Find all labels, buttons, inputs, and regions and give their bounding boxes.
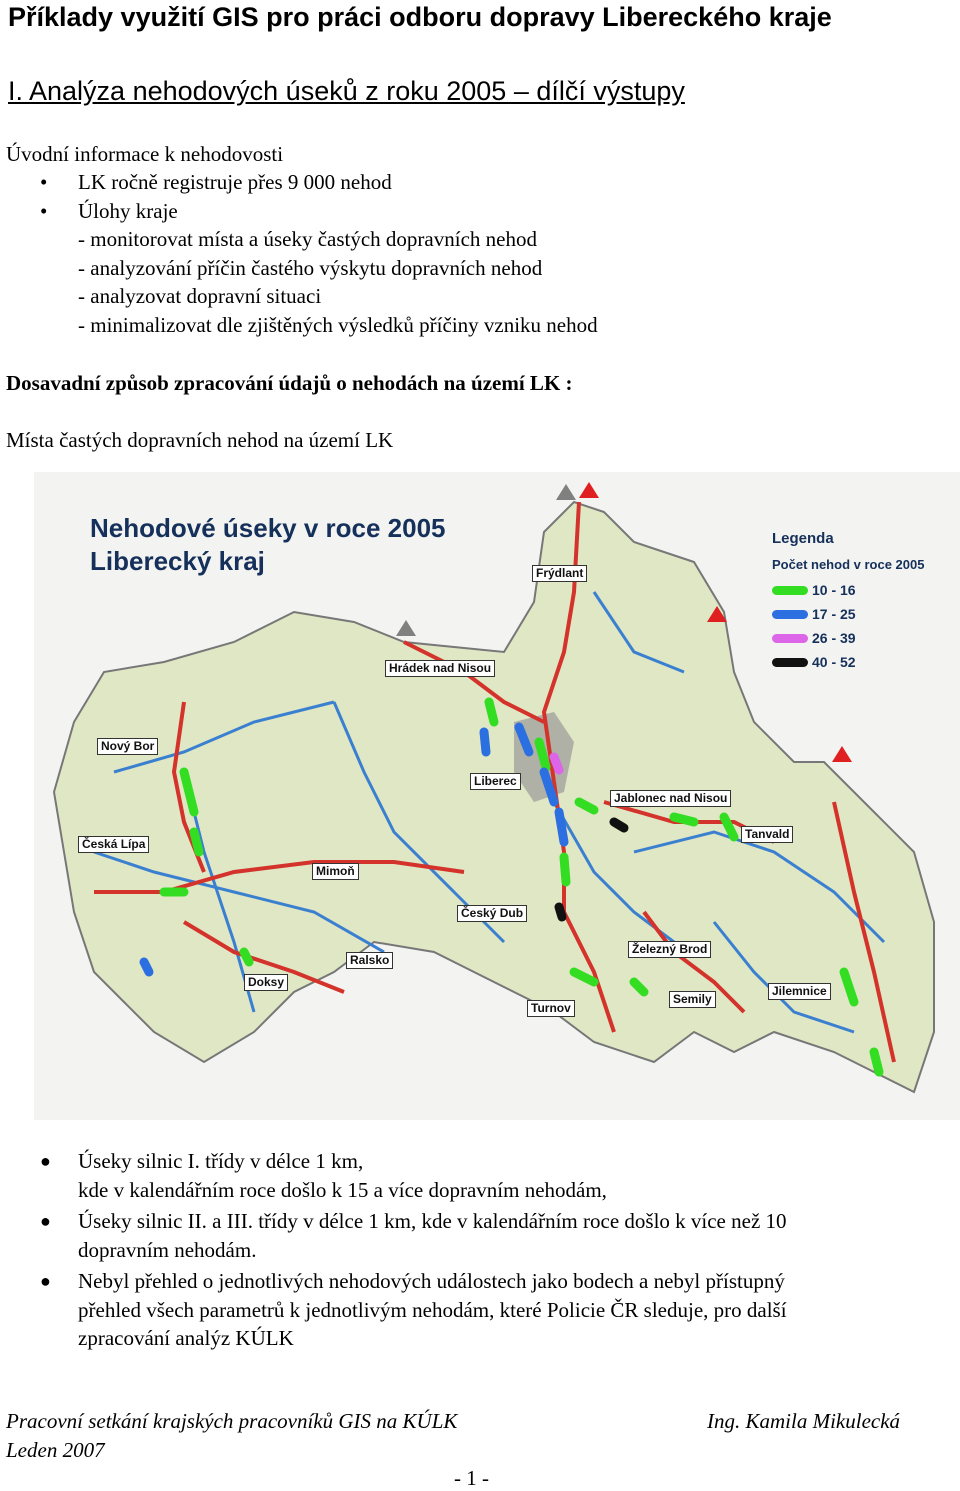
list-item-text: přehled všech parametrů k jednotlivým nehodám, které Policie ČR sleduje, pro další xyxy=(78,1297,787,1322)
footer-author: Ing. Kamila Mikulecká xyxy=(707,1409,901,1433)
legend-title: Legenda xyxy=(772,530,834,547)
task-item: - analyzování příčin častého výskytu dopravních nehod xyxy=(78,255,543,280)
legend-label: 17 - 25 xyxy=(812,606,856,622)
map-title xyxy=(90,512,446,578)
bullet-symbol: ● xyxy=(40,1151,51,1171)
legend-item xyxy=(772,650,924,674)
legend-item xyxy=(772,602,924,626)
list-item-text: Nebyl přehled o jednotlivých nehodových událostech jako bodech a nebyl přístupný xyxy=(78,1269,785,1293)
gray-triangle-marker xyxy=(396,620,416,636)
map-title-line: Liberecký kraj xyxy=(90,546,265,576)
city-label-novy-bor: Nový Bor xyxy=(97,738,158,755)
list-item xyxy=(40,1267,940,1353)
city-label-ralsko: Ralsko xyxy=(346,952,393,969)
city-label-mimon: Mimoň xyxy=(312,863,359,880)
legend-item xyxy=(772,626,924,650)
bullet-symbol: • xyxy=(40,198,48,223)
city-label-ceska-lipa: Česká Lípa xyxy=(78,836,149,853)
list-item-text: Úseky silnic I. třídy v délce 1 km, xyxy=(78,1149,364,1173)
bullet-symbol: ● xyxy=(40,1211,51,1231)
page-number: - 1 - xyxy=(454,1466,489,1490)
city-label-semily: Semily xyxy=(669,991,716,1008)
map-caption: Místa častých dopravních nehod na území LK xyxy=(6,428,394,452)
legend-swatch xyxy=(772,586,808,595)
page-title: Příklady využití GIS pro práci odboru dopravy Libereckého kraje xyxy=(8,2,832,32)
bullet-symbol: ● xyxy=(40,1271,51,1291)
footer-event: Pracovní setkání krajských pracovníků GIS na KÚLK xyxy=(6,1409,458,1433)
city-label-hradek: Hrádek nad Nisou xyxy=(385,660,495,677)
footer-date: Leden 2007 xyxy=(6,1438,105,1462)
intro-heading: Úvodní informace k nehodovosti xyxy=(6,142,284,166)
legend-label: 40 - 52 xyxy=(812,654,856,670)
section-heading: I. Analýza nehodových úseků z roku 2005 – dílčí výstupy xyxy=(8,76,685,106)
city-label-zelezny-brod: Železný Brod xyxy=(628,941,711,958)
legend-item xyxy=(772,578,924,602)
city-label-turnov: Turnov xyxy=(527,1000,575,1017)
legend-label: 10 - 16 xyxy=(812,582,856,598)
list-item xyxy=(40,197,392,226)
city-label-frydlant: Frýdlant xyxy=(532,565,587,582)
findings-list xyxy=(40,1147,940,1356)
list-item xyxy=(40,1207,940,1264)
footer-left xyxy=(6,1407,457,1465)
legend-label: 26 - 39 xyxy=(812,630,856,646)
red-triangle-marker xyxy=(579,482,599,498)
method-heading: Dosavadní způsob zpracování údajů o nehodách na území LK : xyxy=(6,371,573,395)
task-item: - monitorovat místa a úseky častých dopravních nehod xyxy=(78,227,537,251)
task-list xyxy=(78,225,598,339)
city-label-cesky-dub: Český Dub xyxy=(457,905,527,922)
city-label-jablonec: Jablonec nad Nisou xyxy=(610,790,731,807)
task-item: - minimalizovat dle zjištěných výsledků příčiny vzniku nehod xyxy=(78,312,598,337)
list-item-text: Úlohy kraje xyxy=(78,198,178,223)
red-triangle-marker xyxy=(832,746,852,762)
city-label-tanvald: Tanvald xyxy=(741,826,793,843)
list-item-text: kde v kalendářním roce došlo k 15 a více dopravním nehodám, xyxy=(78,1177,607,1202)
legend-subtitle: Počet nehod v roce 2005 xyxy=(772,557,925,572)
legend-swatch xyxy=(772,658,808,667)
city-label-doksy: Doksy xyxy=(244,974,288,991)
legend-swatch xyxy=(772,634,808,643)
list-item-text: zpracování analýz KÚLK xyxy=(78,1326,294,1350)
intro-bullets xyxy=(40,168,392,225)
list-item-text: Úseky silnic II. a III. třídy v délce 1 km, kde v kalendářním roce došlo k více než 10 xyxy=(78,1209,787,1233)
list-item-text: LK ročně registruje přes 9 000 nehod xyxy=(78,170,392,194)
map-legend xyxy=(772,530,924,674)
list-item-text: dopravním nehodám. xyxy=(78,1237,257,1262)
list-item xyxy=(40,1147,940,1204)
list-item xyxy=(40,168,392,197)
bullet-symbol: • xyxy=(40,170,48,194)
map-title-line: Nehodové úseky v roce 2005 xyxy=(90,513,446,543)
city-label-liberec: Liberec xyxy=(470,773,521,790)
task-item: - analyzovat dopravní situaci xyxy=(78,284,322,309)
city-label-jilemnice: Jilemnice xyxy=(768,983,831,1000)
legend-swatch xyxy=(772,610,808,619)
gray-triangle-marker xyxy=(556,484,576,500)
